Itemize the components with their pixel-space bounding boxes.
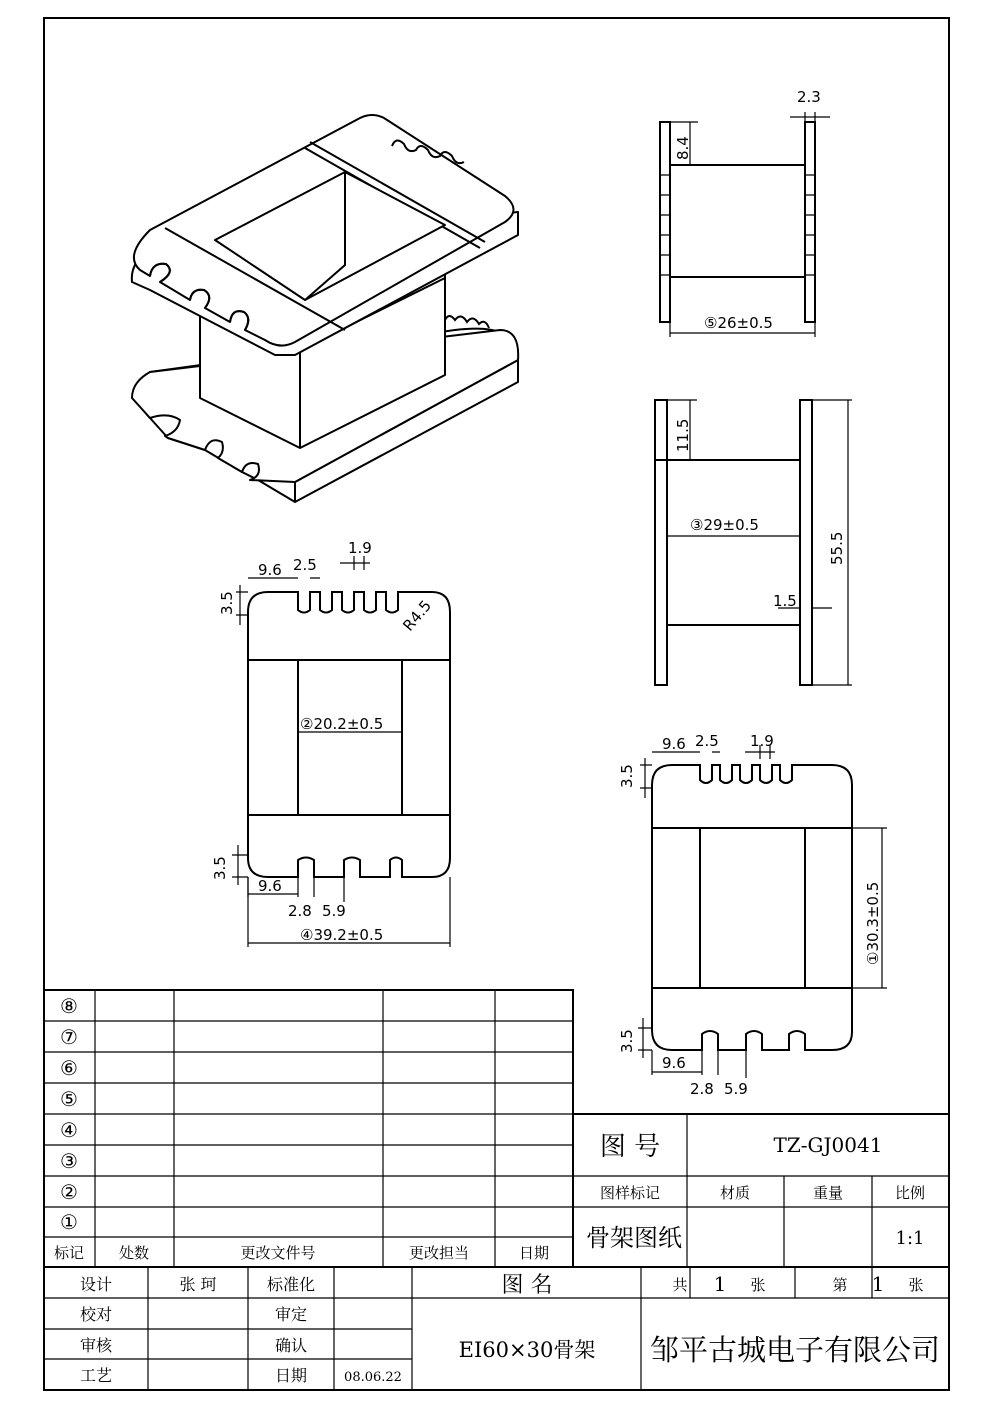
rev-header-date: 日期	[518, 1244, 550, 1262]
dim-front-overall: 55.5	[828, 531, 846, 565]
total-value: 1	[713, 1272, 727, 1296]
dim-top-bottom-offset: 9.6	[258, 877, 282, 895]
drawing-no: TZ-GJ0041	[773, 1133, 883, 1157]
dim-side-overall: ⑤26±0.5	[704, 314, 773, 332]
top-view-39	[211, 539, 450, 947]
rev-row-4: ④	[60, 1118, 78, 1142]
check-label: 校对	[79, 1305, 113, 1324]
company-name: 邹平古城电子有限公司	[649, 1333, 941, 1367]
rev-row-1: ①	[60, 1210, 78, 1234]
right-view-30	[618, 732, 887, 1098]
standard-label: 标准化	[266, 1275, 316, 1294]
sample-mark-label: 图样标记	[599, 1184, 661, 1202]
scale-value: 1:1	[895, 1228, 925, 1249]
side-view-26	[660, 88, 830, 337]
process-label: 工艺	[79, 1366, 113, 1385]
dim-top-offset: 9.6	[258, 561, 282, 579]
rev-row-8: ⑧	[60, 994, 78, 1018]
dim-top-radius: R4.5	[399, 596, 436, 635]
dim-right-slot: 2.5	[695, 732, 719, 750]
revision-table	[44, 990, 573, 1267]
dim-top-edge: 3.5	[218, 591, 236, 615]
dim-top-slot-width: 2.8	[288, 902, 312, 920]
dim-side-flange: 2.3	[797, 88, 821, 106]
dim-right-slot-width: 2.8	[690, 1080, 714, 1098]
date-label: 日期	[274, 1366, 308, 1385]
title-block-bottom	[44, 1267, 949, 1390]
dim-front-height: 11.5	[674, 418, 692, 452]
rev-header-owner: 更改担当	[408, 1244, 470, 1262]
material-label: 材质	[719, 1184, 751, 1202]
design-label: 设计	[79, 1275, 113, 1294]
name-label: 图 名	[501, 1273, 553, 1298]
review-label: 审核	[79, 1336, 113, 1355]
scale-label: 比例	[894, 1184, 926, 1202]
rev-row-2: ②	[60, 1180, 78, 1204]
rev-header-mark: 标记	[53, 1244, 85, 1262]
dim-right-slot-pitch: 5.9	[724, 1080, 748, 1098]
dim-front-wall: 1.5	[773, 592, 797, 610]
dim-top-slot: 2.5	[293, 556, 317, 574]
dim-front-inner: ③29±0.5	[690, 516, 759, 534]
weight-label: 重量	[812, 1184, 844, 1202]
isometric-bobbin-view	[132, 115, 518, 502]
sheet-value: 1	[871, 1272, 885, 1296]
dim-right-edge: 3.5	[618, 764, 636, 788]
confirm-label: 确认	[274, 1336, 308, 1355]
dim-right-inner: ①30.3±0.5	[864, 881, 882, 965]
dim-right-bottom-offset: 9.6	[662, 1054, 686, 1072]
rev-header-docno: 更改文件号	[240, 1244, 316, 1262]
dim-top-pitch: 1.9	[348, 539, 372, 557]
date-value: 08.06.22	[344, 1370, 402, 1385]
dim-right-bottom-edge: 3.5	[618, 1029, 636, 1053]
dim-top-slot-pitch: 5.9	[322, 902, 346, 920]
total-label: 共	[672, 1276, 688, 1294]
total-unit: 张	[750, 1276, 766, 1294]
doc-type: 骨架图纸	[586, 1224, 682, 1252]
part-name: EI60×30骨架	[458, 1338, 596, 1362]
rev-header-count: 处数	[118, 1244, 150, 1262]
rev-row-6: ⑥	[60, 1056, 78, 1080]
dim-right-offset: 9.6	[662, 735, 686, 753]
dim-top-inner-width: ②20.2±0.5	[300, 715, 384, 733]
drawing-no-label: 图 号	[599, 1132, 661, 1162]
rev-row-7: ⑦	[60, 1025, 78, 1049]
dim-side-height: 8.4	[674, 136, 692, 160]
sheet-unit: 张	[908, 1276, 924, 1294]
approve-label: 审定	[274, 1305, 308, 1324]
dim-right-pitch: 1.9	[750, 732, 774, 750]
rev-row-3: ③	[60, 1149, 78, 1173]
dim-top-bottom-edge: 3.5	[211, 856, 229, 880]
sheet-label: 第	[832, 1276, 848, 1294]
dim-top-overall: ④39.2±0.5	[300, 926, 384, 944]
rev-row-5: ⑤	[60, 1087, 78, 1111]
front-view-55	[655, 400, 852, 685]
designer-name: 张 珂	[179, 1275, 217, 1294]
title-block-upper	[573, 1114, 949, 1267]
